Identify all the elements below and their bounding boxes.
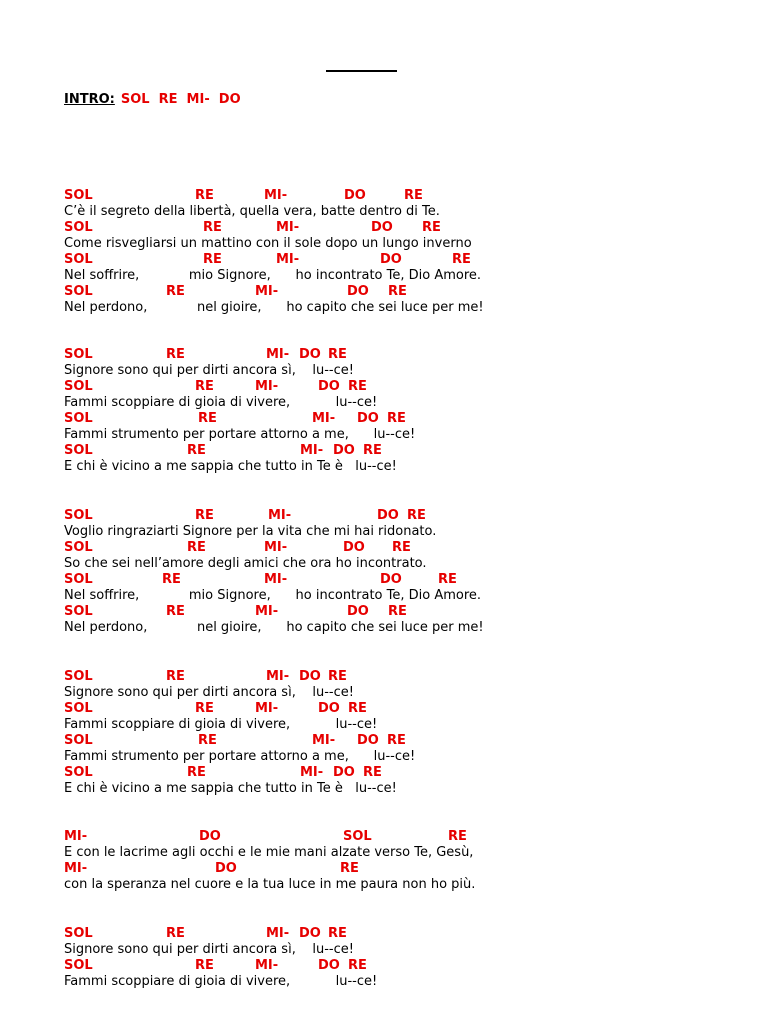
section-chorus-3 xyxy=(64,926,377,990)
lyric-line: Signore sono qui per dirti ancora sì, lu--ce! xyxy=(64,942,354,957)
lyric-line: E chi è vicino a me sappia che tutto in Te è lu--ce! xyxy=(64,459,397,474)
chord-row xyxy=(64,252,484,268)
chord: MI- xyxy=(255,284,279,299)
chord: RE xyxy=(166,284,185,299)
chord: RE xyxy=(166,669,185,684)
chord: RE xyxy=(348,701,367,716)
chord: DO xyxy=(371,220,393,235)
chord: DO xyxy=(333,765,355,780)
chord: RE xyxy=(438,572,457,587)
lyric-line: Fammi scoppiare di gioia di vivere, lu--ce! xyxy=(64,717,378,732)
chord: MI- xyxy=(264,188,288,203)
chord-row xyxy=(64,861,475,877)
chord: SOL xyxy=(64,958,93,973)
chord: RE xyxy=(407,508,426,523)
lyric-line: E chi è vicino a me sappia che tutto in Te è lu--ce! xyxy=(64,781,397,796)
chord: RE xyxy=(198,411,217,426)
section-verse-1 xyxy=(64,188,484,316)
chord: MI- xyxy=(300,443,324,458)
chord: RE xyxy=(340,861,359,876)
lyric-line: Fammi scoppiare di gioia di vivere, lu--ce! xyxy=(64,395,378,410)
chord: MI- xyxy=(264,540,288,555)
lyric-line: con la speranza nel cuore e la tua luce in me paura non ho più. xyxy=(64,877,476,892)
chord: RE xyxy=(392,540,411,555)
lyric-line: Voglio ringraziarti Signore per la vita che mi hai ridonato. xyxy=(64,524,437,539)
chord: MI- xyxy=(276,220,300,235)
chord: SOL xyxy=(64,220,93,235)
intro-label: INTRO: xyxy=(64,92,115,107)
chord: DO xyxy=(377,508,399,523)
chord: MI- xyxy=(312,733,336,748)
chord-row xyxy=(64,829,475,845)
chord: MI- xyxy=(255,379,279,394)
chord-row xyxy=(64,604,484,620)
chord: RE xyxy=(195,508,214,523)
chord-row xyxy=(64,572,484,588)
chord: MI- xyxy=(255,701,279,716)
chord: SOL xyxy=(64,347,93,362)
chord-row xyxy=(64,220,484,236)
chord: RE xyxy=(195,958,214,973)
lyric-line: C’è il segreto della libertà, quella vera, batte dentro di Te. xyxy=(64,204,440,219)
chord: RE xyxy=(387,411,406,426)
chord-row xyxy=(64,958,377,974)
chord: DO xyxy=(199,829,221,844)
chord-row xyxy=(64,540,484,556)
chord: SOL xyxy=(64,733,93,748)
chord: SOL xyxy=(64,379,93,394)
chord: RE xyxy=(195,188,214,203)
chord: RE xyxy=(187,765,206,780)
lyric-line: Nel soffrire, mio Signore, ho incontrato Te, Dio Amore. xyxy=(64,588,482,603)
intro-line xyxy=(64,92,241,108)
section-verse-2 xyxy=(64,508,484,636)
chord: RE xyxy=(363,443,382,458)
chord: DO xyxy=(299,926,321,941)
chord: DO xyxy=(318,958,340,973)
chord: RE xyxy=(328,669,347,684)
section-bridge xyxy=(64,829,475,893)
chord: DO xyxy=(357,411,379,426)
chord: RE xyxy=(388,604,407,619)
lyric-line: Signore sono qui per dirti ancora sì, lu--ce! xyxy=(64,685,354,700)
chord: SOL xyxy=(64,669,93,684)
chord: RE xyxy=(452,252,471,267)
section-chorus-2 xyxy=(64,669,415,797)
chord: MI- xyxy=(255,958,279,973)
chord: DO xyxy=(318,701,340,716)
chord: MI- xyxy=(266,926,290,941)
chord-row xyxy=(64,701,415,717)
chord: RE xyxy=(363,765,382,780)
chord: RE xyxy=(348,379,367,394)
title-rule xyxy=(326,70,397,72)
chord: DO xyxy=(299,669,321,684)
chord: SOL xyxy=(64,443,93,458)
chord-row xyxy=(64,733,415,749)
chord: MI- xyxy=(255,604,279,619)
chord: MI- xyxy=(264,572,288,587)
chord: RE xyxy=(422,220,441,235)
chord-row xyxy=(64,926,377,942)
chord: DO xyxy=(343,540,365,555)
chord: SOL xyxy=(64,508,93,523)
chord: SOL xyxy=(64,926,93,941)
chord: SOL xyxy=(64,572,93,587)
chord: MI- xyxy=(266,347,290,362)
lyric-line: Signore sono qui per dirti ancora sì, lu--ce! xyxy=(64,363,354,378)
chord: RE xyxy=(328,926,347,941)
lyric-line: Nel perdono, nel gioire, ho capito che sei luce per me! xyxy=(64,300,484,315)
chord: DO xyxy=(344,188,366,203)
chord: SOL xyxy=(64,284,93,299)
lyric-line: Fammi strumento per portare attorno a me, lu--ce! xyxy=(64,749,416,764)
chord: RE xyxy=(195,379,214,394)
chord: DO xyxy=(333,443,355,458)
chord: MI- xyxy=(268,508,292,523)
chord: SOL xyxy=(64,765,93,780)
chord: RE xyxy=(404,188,423,203)
chord: SOL xyxy=(64,701,93,716)
chord: SOL xyxy=(64,411,93,426)
chord: DO xyxy=(380,572,402,587)
chord: SOL xyxy=(64,604,93,619)
chord-row xyxy=(64,379,415,395)
chord: SOL xyxy=(64,540,93,555)
chord: RE xyxy=(162,572,181,587)
chord: SOL xyxy=(343,829,372,844)
chord: RE xyxy=(187,540,206,555)
chord-row xyxy=(64,443,415,459)
chord: SOL xyxy=(64,188,93,203)
chord-row xyxy=(64,347,415,363)
chord-row xyxy=(64,411,415,427)
chord: RE xyxy=(166,604,185,619)
chord: RE xyxy=(328,347,347,362)
chord: MI- xyxy=(266,669,290,684)
chord: RE xyxy=(448,829,467,844)
chord: RE xyxy=(348,958,367,973)
chord: RE xyxy=(203,220,222,235)
chord-row xyxy=(64,765,415,781)
chord: RE xyxy=(387,733,406,748)
section-chorus-1 xyxy=(64,347,415,475)
intro-chords: SOL RE MI- DO xyxy=(120,92,241,107)
chord: DO xyxy=(380,252,402,267)
chord: MI- xyxy=(64,861,88,876)
chord-row xyxy=(64,669,415,685)
lyric-line: Nel perdono, nel gioire, ho capito che sei luce per me! xyxy=(64,620,484,635)
lyric-line: Nel soffrire, mio Signore, ho incontrato Te, Dio Amore. xyxy=(64,268,482,283)
chord: RE xyxy=(198,733,217,748)
chord: SOL xyxy=(64,252,93,267)
lyric-line: E con le lacrime agli occhi e le mie mani alzate verso Te, Gesù, xyxy=(64,845,474,860)
chord: MI- xyxy=(312,411,336,426)
chord: DO xyxy=(215,861,237,876)
chord: RE xyxy=(388,284,407,299)
chord: MI- xyxy=(64,829,88,844)
chord: DO xyxy=(347,604,369,619)
chord: RE xyxy=(166,926,185,941)
chord: MI- xyxy=(300,765,324,780)
chord: MI- xyxy=(276,252,300,267)
lyric-line: Come risvegliarsi un mattino con il sole dopo un lungo inverno xyxy=(64,236,472,251)
chord: DO xyxy=(357,733,379,748)
chord: RE xyxy=(203,252,222,267)
lyric-line: Fammi strumento per portare attorno a me, lu--ce! xyxy=(64,427,416,442)
lyric-line: Fammi scoppiare di gioia di vivere, lu--ce! xyxy=(64,974,378,989)
chord-row xyxy=(64,188,484,204)
lyric-line: So che sei nell’amore degli amici che ora ho incontrato. xyxy=(64,556,427,571)
chord-row xyxy=(64,508,484,524)
chord: RE xyxy=(195,701,214,716)
chord-row xyxy=(64,284,484,300)
chord: RE xyxy=(166,347,185,362)
chord: DO xyxy=(347,284,369,299)
chord: DO xyxy=(299,347,321,362)
chord: RE xyxy=(187,443,206,458)
chord: DO xyxy=(318,379,340,394)
